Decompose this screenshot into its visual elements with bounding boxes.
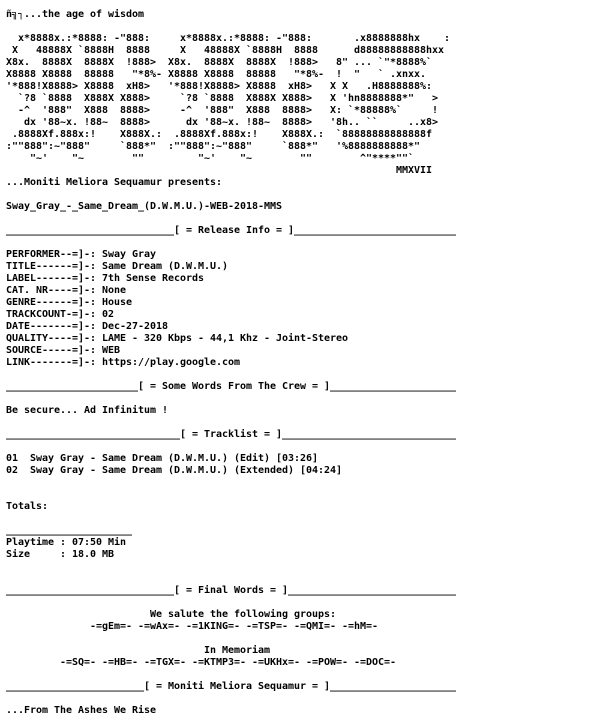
nfo-line: PERFORMER--=]-: Sway Gray	[6, 249, 157, 260]
nfo-line: We salute the following groups:	[6, 609, 337, 620]
nfo-line: SOURCE-----=]-: WEB	[6, 345, 121, 356]
nfo-line: ____________________________[ = Final Words = ]____________________________	[6, 585, 457, 596]
nfo-line: ...Moniti Meliora Sequamur presents:	[6, 177, 223, 188]
logo-line: X8x. 8888X 8888X !888> X8x. 8888X 8888X !888> 8" ... `"*8888%`	[6, 57, 433, 68]
logo-line: MMXVII	[6, 165, 433, 176]
nfo-line: -=SQ=- -=HB=- -=TGX=- -=KTMP3=- -=UKHx=- -=POW=- -=DOC=-	[6, 657, 397, 668]
logo-line: :""888":~"888" `888*" :""888":~"888" `888*" '%8888888888*"	[6, 141, 421, 152]
intro-line: ñ╗┐...the age of wisdom	[6, 9, 145, 20]
nfo-line: 02 Sway Gray - Same Dream (D.W.M.U.) (Extended) [04:24]	[6, 465, 343, 476]
logo-line: dx '88~x. !88~ 8888> dx '88~x. !88~ 8888> '8h.. `` ..x8>	[6, 117, 439, 128]
nfo-line	[6, 669, 590, 681]
nfo-line	[6, 237, 590, 249]
nfo-line: LABEL------=]-: 7th Sense Records	[6, 273, 205, 284]
nfo-line: _____________________	[6, 525, 133, 536]
nfo-line: DATE-------=]-: Dec-27-2018	[6, 321, 169, 332]
nfo-line: 01 Sway Gray - Same Dream (D.W.M.U.) (Edit) [03:26]	[6, 453, 319, 464]
nfo-line	[6, 417, 590, 429]
nfo-line: Sway_Gray_-_Same_Dream_(D.W.M.U.)-WEB-2018-MMS	[6, 201, 283, 212]
nfo-line	[6, 693, 590, 705]
nfo-line: _____________________________[ = Tracklist = ]_____________________________	[6, 429, 457, 440]
nfo-line	[6, 213, 590, 225]
nfo-line	[6, 477, 590, 489]
nfo-line: -=gEm=- -=wAx=- -=1KING=- -=TSP=- -=QMI=- -=hM=-	[6, 621, 379, 632]
nfo-line: CAT. NR----=]-: None	[6, 285, 127, 296]
nfo-line: ______________________[ = Some Words From The Crew = ]_____________________	[6, 381, 457, 392]
nfo-line: ...From The Ashes We Rise	[6, 705, 157, 716]
nfo-line: Totals:	[6, 501, 49, 512]
logo-line: `?8 `8888 X888X X888> `?8 `8888 X888X X888> X 'hn8888888*" >	[6, 93, 439, 104]
nfo-line	[6, 597, 590, 609]
nfo-line: ____________________________[ = Release Info = ]___________________________	[6, 225, 457, 236]
nfo-line: _______________________[ = Moniti Meliora Sequamur = ]_____________________	[6, 681, 457, 692]
nfo-line	[6, 489, 590, 501]
logo-line: x*8888x.:*8888: -"888: x*8888x.:*8888: -"888: .x8888888hx :	[6, 33, 451, 44]
nfo-line: LINK-------=]-: https://play.google.com	[6, 357, 241, 368]
nfo-line	[6, 561, 590, 573]
logo-line: X 48888X `8888H 8888 X 48888X `8888H 8888 d88888888888hxx	[6, 45, 445, 56]
nfo-line: TRACKCOUNT-=]-: 02	[6, 309, 115, 320]
nfo-line: Be secure... Ad Infinitum !	[6, 405, 169, 416]
nfo-line: TITLE------=]-: Same Dream (D.W.M.U.)	[6, 261, 229, 272]
nfo-line: GENRE------=]-: House	[6, 297, 133, 308]
nfo-line	[6, 441, 590, 453]
nfo-line	[6, 633, 590, 645]
logo-line: -^ '888" X888 8888> -^ '888" X888 8888> X: `*88888%` !	[6, 105, 439, 116]
nfo-line: Size : 18.0 MB	[6, 549, 115, 560]
nfo-line	[6, 513, 590, 525]
logo-line: X8888 X8888 88888 "*8%- X8888 X8888 88888 "*8%- ! " ` .xnxx.	[6, 69, 427, 80]
logo-line: .8888Xf.888x:! X888X.: .8888Xf.888x:! X888X.: `88888888888888f	[6, 129, 433, 140]
nfo-line: In Memoriam	[6, 645, 271, 656]
nfo-line	[6, 573, 590, 585]
nfo-text-block	[6, 9, 590, 717]
logo-line: '*888!X8888> X8888 xH8> '*888!X8888> X8888 xH8> X X .H8888888%:	[6, 81, 433, 92]
logo-line	[6, 21, 590, 33]
nfo-line	[6, 369, 590, 381]
nfo-line	[6, 393, 590, 405]
nfo-line	[6, 189, 590, 201]
nfo-line: QUALITY----=]-: LAME - 320 Kbps - 44,1 Khz - Joint-Stereo	[6, 333, 349, 344]
logo-line: "~' "~ "" "~' "~ "" ^"****""`	[6, 153, 415, 164]
nfo-line: Playtime : 07:50 Min	[6, 537, 127, 548]
